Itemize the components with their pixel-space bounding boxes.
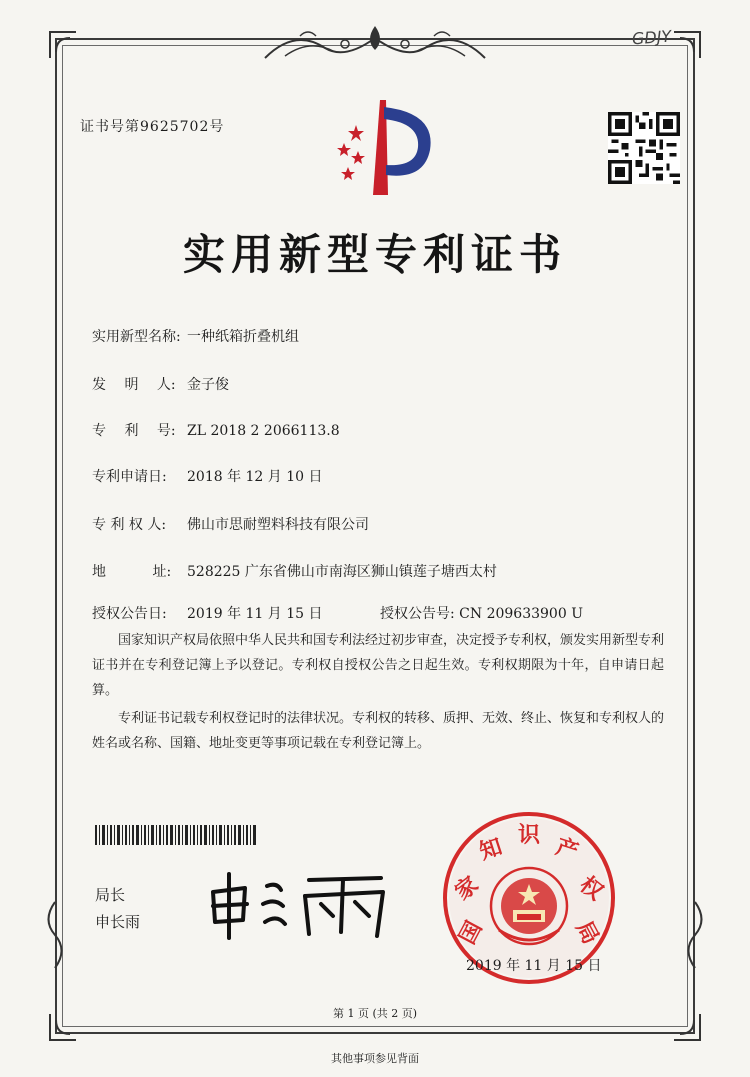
filing-date-value: 2018 年 12 月 10 日	[187, 469, 323, 485]
inventor-value: 金子俊	[187, 377, 229, 393]
patentee-row	[92, 514, 369, 534]
grant-number-value: CN 209633900 U	[459, 606, 583, 622]
corner-ornament-top-left	[48, 30, 78, 60]
patent-number-row	[92, 420, 340, 440]
patentee-value: 佛山市思耐塑料科技有限公司	[187, 517, 369, 533]
svg-text:识: 识	[517, 823, 541, 848]
inventor-row	[92, 374, 229, 394]
filing-date-label: 专利申请日:	[92, 469, 167, 485]
certificate-title: 实用新型专利证书	[182, 230, 567, 279]
svg-text:国: 国	[455, 917, 488, 949]
handwritten-code: GDJY	[631, 26, 672, 49]
director-name: 申长雨	[95, 913, 141, 931]
svg-text:产: 产	[552, 834, 582, 866]
grant-number-label: 授权公告号:	[380, 606, 455, 622]
handwritten-signature	[205, 870, 395, 940]
right-side-ornament	[680, 900, 710, 970]
svg-text:局: 局	[570, 917, 603, 949]
grant-date-row	[92, 603, 323, 623]
address-value: 528225 广东省佛山市南海区狮山镇莲子塘西太村	[187, 564, 497, 580]
patent-number-value: ZL 2018 2 2066113.8	[187, 423, 340, 439]
utility-model-name-row	[92, 326, 299, 346]
utility-model-name-label: 实用新型名称:	[92, 329, 181, 345]
grant-statement-paragraph: 国家知识产权局依照中华人民共和国专利法经过初步审查，决定授予专利权，颁发实用新型专利证书并在专利登记簿上予以登记。专利权自授权公告之日起生效。专利权期限为十年，自申请日起算。	[92, 633, 665, 698]
top-ornament	[255, 18, 495, 68]
address-row	[92, 561, 497, 581]
svg-text:知: 知	[476, 834, 506, 866]
svg-text:家: 家	[450, 872, 484, 906]
director-title: 局长	[95, 886, 126, 904]
left-side-ornament	[40, 900, 70, 970]
utility-model-name-value: 一种纸箱折叠机组	[187, 329, 299, 345]
qr-code	[608, 112, 680, 184]
address-label: 地 址:	[92, 564, 172, 580]
barcode	[95, 825, 257, 845]
svg-text:权: 权	[574, 872, 608, 906]
patentee-label: 专 利 权 人:	[92, 517, 167, 533]
filing-date-row	[92, 466, 323, 486]
grant-date-label: 授权公告日:	[92, 606, 167, 622]
legal-status-paragraph: 专利证书记载专利权登记时的法律状况。专利权的转移、质押、无效、终止、恢复和专利权人的姓名或名称、国籍、地址变更等事项记载在专利登记簿上。	[92, 711, 665, 751]
patent-number-label: 专 利 号:	[92, 423, 176, 439]
issue-date: 2019 年 11 月 15 日	[466, 958, 602, 974]
inventor-label: 发 明 人:	[92, 377, 176, 393]
grant-date-value: 2019 年 11 月 15 日	[187, 606, 323, 622]
certificate-number: 证书号第9625702号	[80, 119, 225, 135]
cnipa-logo	[318, 95, 438, 200]
page-indicator: 第 1 页 (共 2 页)	[332, 1007, 418, 1020]
back-page-note: 其他事项参见背面	[331, 1052, 419, 1065]
corner-ornament-top-right	[672, 30, 702, 60]
grant-number-row	[380, 603, 583, 623]
